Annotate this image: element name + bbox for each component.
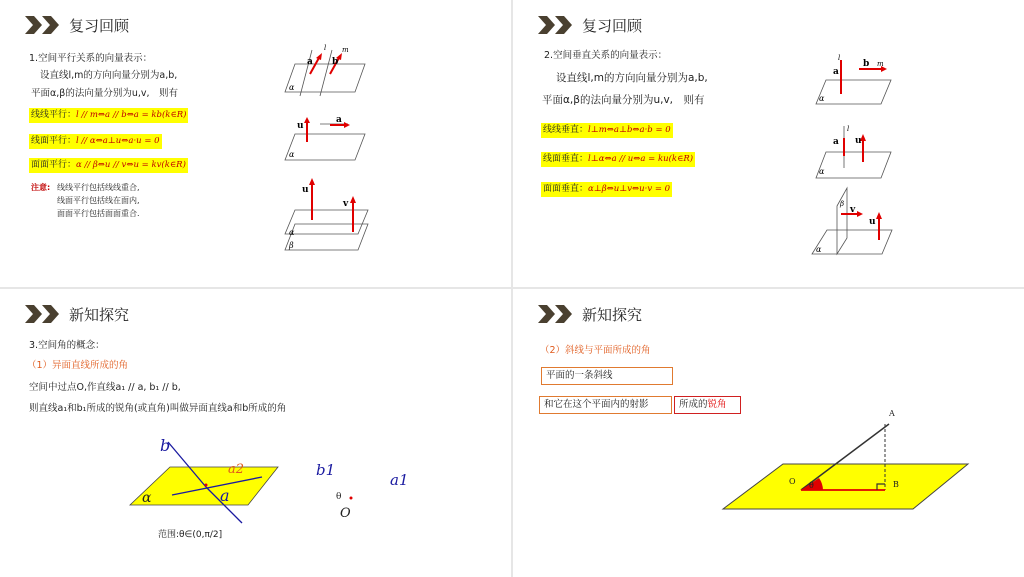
label-A: A (889, 409, 895, 418)
figure-plane-plane-parallel (280, 172, 370, 256)
figure-plane-plane-perpendicular (807, 186, 897, 258)
slide-title: 复习回顾 (582, 17, 643, 35)
definition-box-projection: 和它在这个平面内的射影 (539, 396, 672, 414)
chevron-icon (538, 305, 574, 323)
definition-box-acute-angle: 所成的锐角 (674, 396, 741, 414)
label-u: u (855, 136, 862, 146)
slide-title: 复习回顾 (69, 17, 130, 35)
note-item: 线线平行包括线线重合, (57, 183, 140, 192)
definition-box-oblique-line: 平面的一条斜线 (541, 367, 673, 385)
label-b1: b1 (316, 461, 336, 479)
label-m: m (877, 60, 884, 68)
label-alpha: α (819, 167, 825, 176)
slide-title: 新知探究 (69, 306, 130, 324)
label-alpha: α (142, 490, 152, 506)
label-a1: a1 (390, 471, 409, 489)
label-a2: a2 (228, 462, 245, 477)
slide-title: 新知探究 (582, 306, 643, 324)
rule-line-parallel: 线线平行：l // m⇔a // b⇔a = kb(k∈R) (29, 108, 188, 123)
label-alpha: α (819, 94, 825, 103)
note: 注意: (31, 183, 51, 192)
label-a: a (833, 67, 839, 77)
label-u: u (302, 185, 309, 195)
label-l: l (324, 44, 327, 52)
label-a: a (220, 486, 230, 505)
slide-perpendicular-review[interactable] (513, 0, 1024, 287)
note-item: 线面平行包括线在面内, (57, 196, 140, 205)
rule-plane-perpendicular: 面面垂直：α⊥β⇔u⊥v⇔u·v = 0 (541, 182, 672, 197)
text-line: 平面α,β的法向量分别为u,v, 则有 (31, 88, 179, 99)
slide-skew-line-angle[interactable] (0, 289, 511, 577)
figure-line-line-perpendicular (811, 52, 901, 108)
label-theta: θ (336, 492, 342, 502)
rule-line-perpendicular: 线线垂直：l⊥m⇔a⊥b⇔a·b = 0 (541, 123, 673, 138)
section-subheading: （2）斜线与平面所成的角 (540, 345, 651, 356)
label-beta: β (289, 241, 294, 250)
label-b: b (332, 57, 339, 67)
label-alpha: α (816, 245, 822, 254)
slide-parallel-review[interactable] (0, 0, 511, 287)
chevron-icon (25, 16, 61, 34)
label-B: B (893, 480, 899, 489)
label-O: O (789, 477, 796, 486)
text-line: 平面α,β的法向量分别为u,v, 则有 (542, 94, 705, 106)
label-m: m (342, 46, 349, 54)
label-u: u (297, 121, 304, 131)
label-alpha: α (289, 83, 295, 92)
rule-line-plane-parallel: 线面平行：l // α⇔a⊥u⇔a·u = 0 (29, 134, 162, 149)
rule-line-plane-perpendicular: 线面垂直：l⊥α⇔a // u⇔a = ku(k∈R) (541, 152, 695, 167)
section-subheading: （1）异面直线所成的角 (27, 360, 129, 371)
chevron-icon (25, 305, 61, 323)
section-heading: 2.空间垂直关系的向量表示： (544, 50, 668, 61)
label-O: O (340, 506, 351, 521)
text-line: 则直线a₁和b₁所成的锐角(或直角)叫做异面直线a和b所成的角 (29, 403, 287, 414)
figure-line-plane-parallel (280, 112, 370, 162)
label-v: v (343, 199, 349, 209)
section-heading: 3.空间角的概念： (29, 340, 105, 351)
text-line: 设直线l,m的方向向量分别为a,b, (40, 70, 178, 81)
rule-plane-parallel: 面面平行：α // β⇔u // v⇔u = kv(k∈R) (29, 158, 188, 173)
note-item: 面面平行包括面面重合. (57, 209, 140, 218)
figure-skew-lines (120, 429, 420, 529)
label-b: b (863, 59, 870, 69)
label-b: b (160, 436, 171, 455)
label-l: l (847, 125, 850, 133)
label-a: a (307, 57, 313, 67)
figure-oblique-line-plane (713, 404, 973, 514)
angle-range: 范围:θ∈(0,π/2] (158, 530, 223, 540)
label-v: v (850, 205, 856, 215)
chevron-icon (538, 16, 574, 34)
figure-line-line-parallel (280, 44, 370, 104)
label-alpha: α (289, 228, 295, 237)
label-alpha: α (289, 150, 295, 159)
label-theta: θ (809, 481, 814, 490)
label-l: l (838, 54, 841, 62)
label-u: u (869, 217, 876, 227)
label-beta: β (840, 200, 845, 208)
slide-line-plane-angle[interactable] (513, 289, 1024, 577)
section-heading: 1.空间平行关系的向量表示： (29, 53, 153, 64)
label-a: a (833, 137, 839, 147)
text-line: 设直线l,m的方向向量分别为a,b, (556, 72, 708, 84)
figure-line-plane-perpendicular (811, 122, 901, 180)
label-a: a (336, 115, 342, 125)
text-line: 空间中过点O,作直线a₁ // a, b₁ // b, (29, 382, 181, 393)
